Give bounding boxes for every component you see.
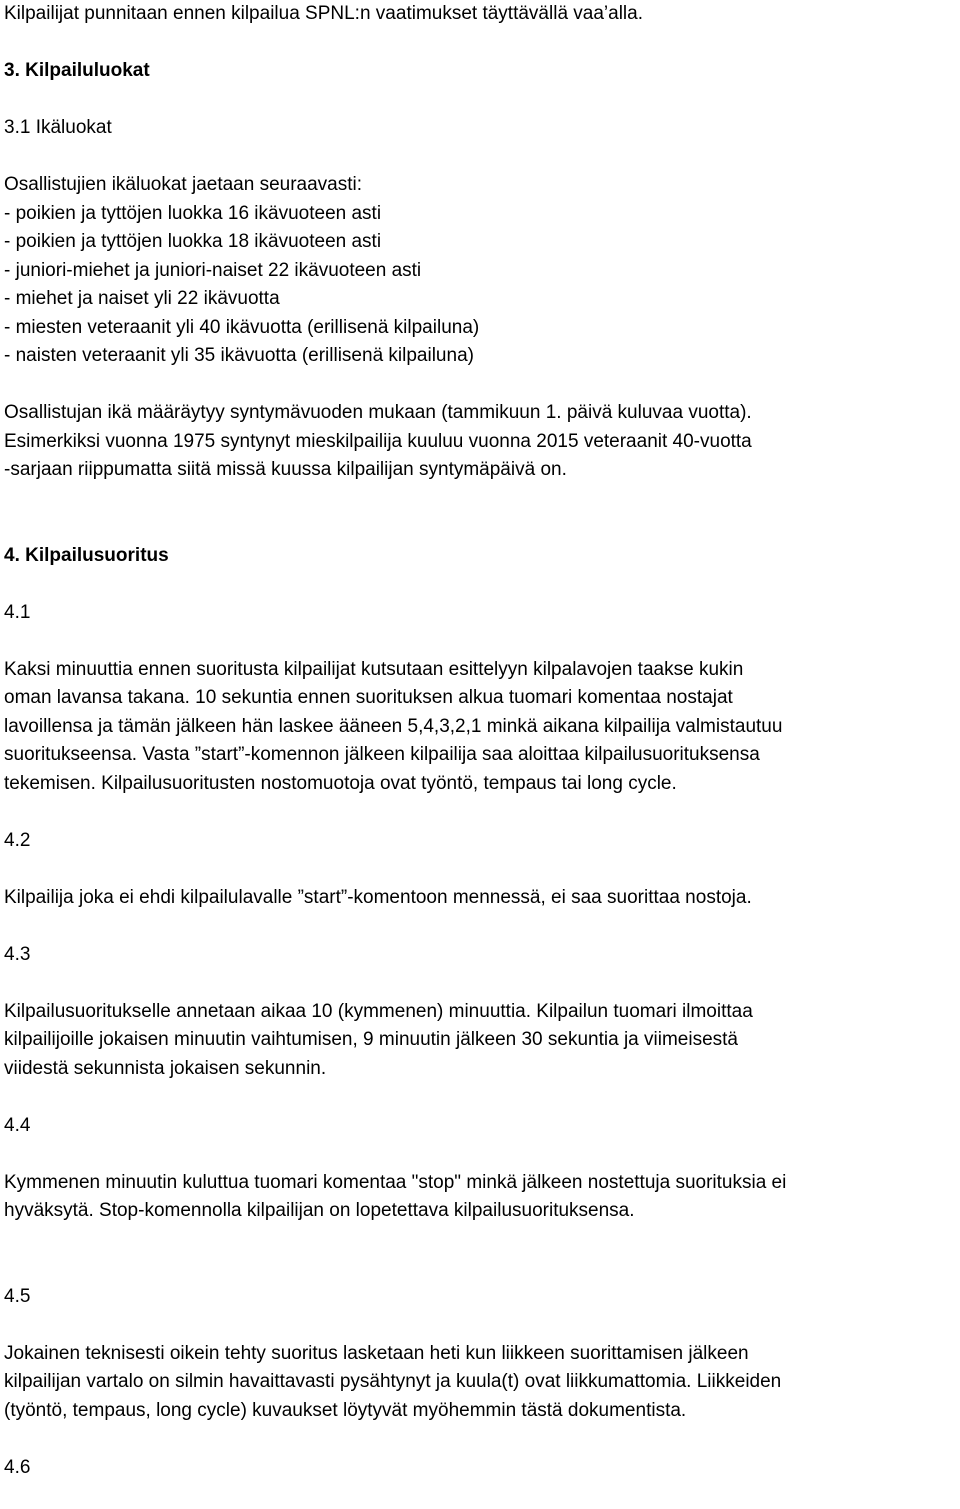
spacer <box>4 1311 956 1340</box>
intro-text: Kilpailijat punnitaan ennen kilpailua SPNL:n vaatimukset täyttävällä vaa’alla. <box>4 3 643 24</box>
paragraph-line: tekemisen. Kilpailusuoritusten nostomuotoja ovat työntö, tempaus tai long cycle. <box>4 772 677 794</box>
spacer <box>4 1226 956 1255</box>
section-4-2-paragraph <box>4 884 956 913</box>
paragraph-line: Kilpailusuoritukselle annetaan aikaa 10 (kymmenen) minuuttia. Kilpailun tuomari ilmoittaa <box>4 1000 753 1022</box>
spacer <box>4 855 956 884</box>
section-3-heading: 3. Kilpailuluokat <box>4 60 150 81</box>
spacer <box>4 969 956 998</box>
list-item: - miehet ja naiset yli 22 ikävuotta <box>4 288 280 309</box>
section-4-4-paragraph <box>4 1169 956 1226</box>
spacer <box>4 371 956 400</box>
section-4-5-number: 4.5 <box>4 1285 31 1307</box>
paragraph-line: -sarjaan riippumatta siitä missä kuussa kilpailijan syntymäpäivä on. <box>4 459 567 480</box>
spacer <box>4 86 956 115</box>
spacer <box>4 627 956 656</box>
list-item: - miesten veteraanit yli 40 ikävuotta (erillisenä kilpailuna) <box>4 316 480 338</box>
section-4-2-number: 4.2 <box>4 829 31 851</box>
age-class-list <box>4 171 956 371</box>
spacer <box>4 1425 956 1454</box>
section-4-5-paragraph <box>4 1340 956 1426</box>
paragraph-line: Jokainen teknisesti oikein tehty suoritus lasketaan heti kun liikkeen suorittamisen jälkeen <box>4 1342 749 1364</box>
age-class-lead: Osallistujien ikäluokat jaetaan seuraavasti: <box>4 174 363 195</box>
paragraph-line: viidestä sekunnista jokaisen sekunnin. <box>4 1057 327 1079</box>
spacer <box>4 1254 956 1283</box>
paragraph-line: lavoillensa ja tämän jälkeen hän laskee ääneen 5,4,3,2,1 minkä aikana kilpailija valmistautuu <box>4 715 783 737</box>
age-rule-paragraph <box>4 399 956 485</box>
spacer <box>4 798 956 827</box>
section-4-6-number: 4.6 <box>4 1456 31 1478</box>
document-page <box>4 0 956 1482</box>
spacer <box>4 1083 956 1112</box>
paragraph-line: hyväksytä. Stop-komennolla kilpailijan on lopetettava kilpailusuorituksensa. <box>4 1200 635 1221</box>
paragraph-line: kilpailijoille jokaisen minuutin vaihtumisen, 9 minuutin jälkeen 30 sekuntia ja viimeisestä <box>4 1029 738 1050</box>
paragraph-line: (työntö, tempaus, long cycle) kuvaukset löytyvät myöhemmin tästä dokumentista. <box>4 1399 687 1421</box>
section-4-heading: 4. Kilpailusuoritus <box>4 544 169 566</box>
paragraph-line: suoritukseensa. Vasta ”start”-komennon jälkeen kilpailija saa aloittaa kilpailusuorituksensa <box>4 744 760 765</box>
paragraph-line: Esimerkiksi vuonna 1975 syntynyt mieskilpailija kuuluu vuonna 2015 veteraanit 40-vuotta <box>4 430 752 452</box>
section-4-4-number: 4.4 <box>4 1114 31 1136</box>
paragraph-line: Kymmenen minuutin kuluttua tuomari komentaa "stop" minkä jälkeen nostettuja suorituksia ei <box>4 1171 787 1193</box>
paragraph-line: Kilpailija joka ei ehdi kilpailulavalle ”start”-komentoon mennessä, ei saa suorittaa nostoja. <box>4 886 752 908</box>
section-4-1-paragraph <box>4 656 956 799</box>
spacer <box>4 143 956 172</box>
list-item: - naisten veteraanit yli 35 ikävuotta (erillisenä kilpailuna) <box>4 345 474 366</box>
section-4-3-paragraph <box>4 998 956 1084</box>
spacer <box>4 485 956 514</box>
spacer <box>4 912 956 941</box>
list-item: - juniori-miehet ja juniori-naiset 22 ikävuoteen asti <box>4 259 422 281</box>
spacer <box>4 513 956 542</box>
list-item: - poikien ja tyttöjen luokka 16 ikävuoteen asti <box>4 202 382 224</box>
paragraph-line: oman lavansa takana. 10 sekuntia ennen suorituksen alkua tuomari komentaa nostajat <box>4 687 733 708</box>
spacer <box>4 570 956 599</box>
spacer <box>4 29 956 58</box>
paragraph-line: Kaksi minuuttia ennen suoritusta kilpailijat kutsutaan esittelyyn kilpalavojen taakse kukin <box>4 658 744 680</box>
section-4-1-number: 4.1 <box>4 601 31 623</box>
spacer <box>4 1140 956 1169</box>
list-item: - poikien ja tyttöjen luokka 18 ikävuoteen asti <box>4 231 382 252</box>
section-3-1-heading: 3.1 Ikäluokat <box>4 117 112 138</box>
section-4-3-number: 4.3 <box>4 943 31 965</box>
paragraph-line: Osallistujan ikä määräytyy syntymävuoden mukaan (tammikuun 1. päivä kuluvaa vuotta). <box>4 402 752 423</box>
paragraph-line: kilpailijan vartalo on silmin havaittavasti pysähtynyt ja kuula(t) ovat liikkumattomia. Liikkeiden <box>4 1371 782 1392</box>
